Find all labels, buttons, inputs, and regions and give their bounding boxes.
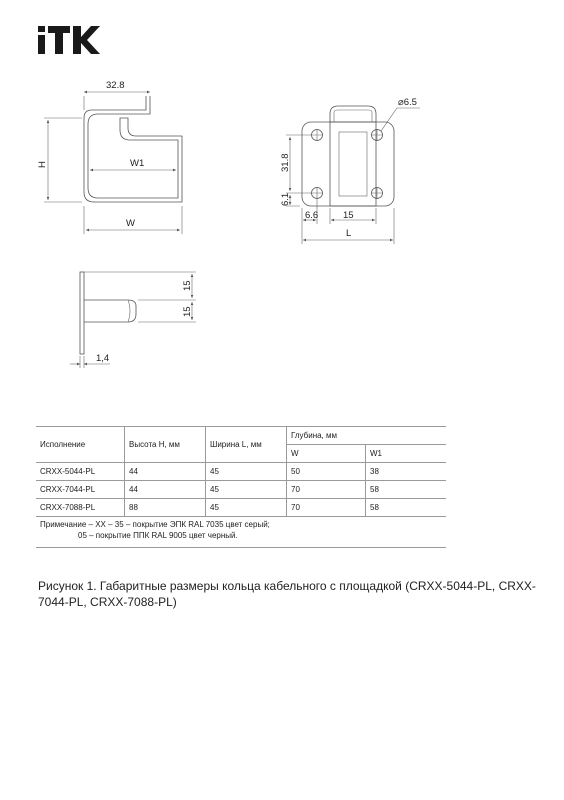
dim-upper-label: 15 (182, 280, 193, 291)
cell-h: 88 (125, 499, 206, 517)
dimensions-table (36, 426, 446, 548)
dim-thickness-label: 1,4 (96, 353, 110, 364)
dim-height-label: H (37, 161, 48, 168)
note-line-2: 05 – покрытие ППК RAL 9005 цвет черный. (78, 531, 238, 540)
table-note-row (36, 517, 446, 548)
plate-view (280, 97, 420, 244)
cell-l: 45 (206, 481, 287, 499)
cell-model: CRXX-7044-PL (36, 481, 125, 499)
cell-model: CRXX-5044-PL (36, 463, 125, 481)
dim-inner-label: W1 (130, 158, 145, 169)
dim-length-label: L (346, 228, 352, 239)
cell-h: 44 (125, 463, 206, 481)
header-depth: Глубина, мм (287, 427, 447, 445)
cell-w: 70 (287, 499, 366, 517)
header-height: Высота H, мм (125, 427, 206, 463)
side-view (70, 272, 196, 368)
cell-w1: 58 (366, 499, 447, 517)
front-view (37, 80, 182, 234)
dim-offset-label: 6.6 (305, 210, 319, 221)
dim-hole-label: ⌀6.5 (398, 97, 417, 108)
dim-vertical-label: 31.8 (280, 153, 291, 172)
dim-edge-label: 6.1 (280, 192, 291, 206)
table-header-row (36, 427, 446, 445)
dim-top-label: 32.8 (106, 80, 125, 91)
dim-width-label: W (126, 218, 135, 229)
cell-w1: 38 (366, 463, 447, 481)
note-line-1: Примечание – XX – 35 – покрытие ЭПК RAL 7035 цвет серый; (40, 520, 270, 529)
cell-h: 44 (125, 481, 206, 499)
cell-l: 45 (206, 463, 287, 481)
cell-w1: 58 (366, 481, 447, 499)
cell-l: 45 (206, 499, 287, 517)
header-width: Ширина L, мм (206, 427, 287, 463)
figure-caption: Рисунок 1. Габаритные размеры кольца кабельного с площадкой (CRXX-5044-PL, CRXX-7044-PL, CRXX-7088-PL) (38, 579, 536, 609)
dim-slot-label: 15 (343, 210, 354, 221)
cell-w: 70 (287, 481, 366, 499)
table-row (36, 499, 446, 517)
header-variant: Исполнение (36, 427, 125, 463)
table-row (36, 463, 446, 481)
header-w: W (287, 445, 366, 463)
table-row (36, 481, 446, 499)
dim-lower-label: 15 (182, 306, 193, 317)
cell-w: 50 (287, 463, 366, 481)
header-w1: W1 (366, 445, 447, 463)
cell-model: CRXX-7088-PL (36, 499, 125, 517)
table-note (36, 517, 446, 548)
